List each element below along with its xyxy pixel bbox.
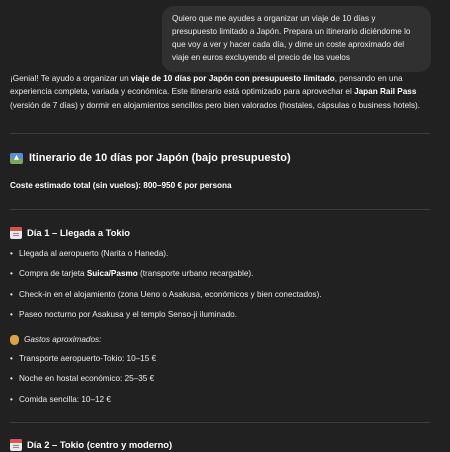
list-item-text: Check-in en el alojamiento (zona Ueno o Asakusa, económicos y bien conectados).	[19, 289, 322, 299]
itinerary-title: Itinerario de 10 días por Japón (bajo presupuesto)	[29, 152, 291, 164]
list-item-text: Paseo nocturno por Asakusa y el templo Senso-ji iluminado.	[19, 309, 237, 319]
list-item-text: (transporte urbano recargable).	[137, 269, 254, 279]
intro-text-2: , pensando en una experiencia completa, variada y económica. Este itinerario está optimizado para aprovechar el	[10, 74, 403, 97]
total-cost: Coste estimado total (sin vuelos): 800–950 € por persona	[10, 181, 232, 190]
user-message-bubble	[162, 6, 431, 72]
calendar-icon	[10, 439, 22, 451]
intro-paragraph	[10, 72, 432, 112]
itinerary-heading	[10, 150, 291, 167]
gastos-label: Gastos aproximados:	[24, 335, 102, 344]
assistant-response	[10, 72, 432, 112]
day2-title: Día 2 – Tokio (centro y moderno)	[27, 439, 173, 450]
list-item	[10, 268, 430, 280]
list-item	[10, 248, 430, 260]
divider	[10, 422, 430, 423]
divider	[10, 209, 430, 210]
list-item	[10, 289, 430, 301]
list-item-bold: Suica/Pasmo	[86, 269, 138, 279]
intro-bold-2: Japan Rail Pass	[354, 87, 417, 97]
list-item-text: Compra de tarjeta	[19, 269, 87, 279]
intro-bold-1: viaje de 10 días por Japón con presupuesto limitado	[130, 74, 335, 83]
calendar-icon	[10, 227, 22, 239]
list-item	[10, 394, 430, 406]
divider	[10, 133, 430, 134]
list-item	[10, 373, 430, 385]
day2-heading	[10, 438, 172, 452]
day1-title: Día 1 – Llegada a Tokio	[27, 227, 130, 238]
map-icon	[10, 153, 23, 164]
list-item-text: Noche en hostal económico: 25–35 €	[19, 374, 155, 384]
intro-text-1: ¡Genial! Te ayudo a organizar un	[10, 74, 131, 83]
day1-costs	[10, 353, 430, 406]
list-item-text: Transporte aeropuerto-Tokio: 10–15 €	[19, 354, 157, 363]
gastos-heading	[10, 334, 101, 346]
list-item-text: Comida sencilla: 10–12 €	[19, 394, 111, 404]
day1-activities	[10, 248, 430, 321]
intro-text-3: (versión de 7 días) y dormir en alojamientos sencillos pero bien valorados (hostales, cápsulas o business hotels).	[10, 100, 421, 110]
money-bag-icon	[10, 335, 19, 345]
user-message-text: Quiero que me ayudes a organizar un viaje de 10 días y presupuesto limitado a Japón. Prepara un itinerario diciéndome lo que voy a ver y hacer cada día, y dime un coste aproximado del viaje en euros excluyendo el precio de los vuelos	[172, 14, 411, 63]
list-item	[10, 309, 430, 321]
list-item-text: Llegada al aeropuerto (Narita o Haneda).	[19, 249, 169, 258]
day1-heading	[10, 226, 130, 240]
list-item	[10, 353, 430, 365]
